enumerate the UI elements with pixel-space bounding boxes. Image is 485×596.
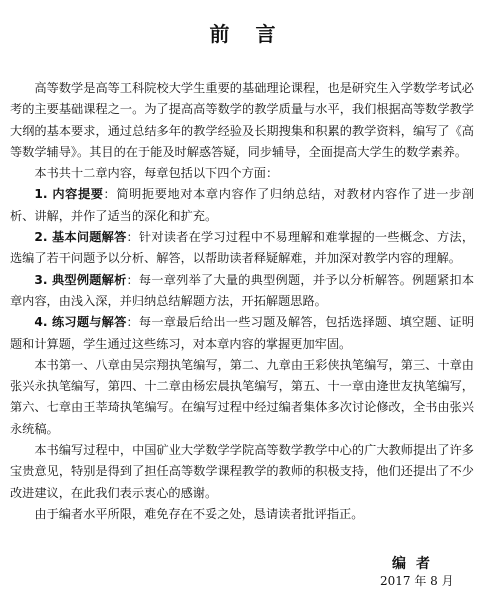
paragraph-text: 本书共十二章内容，每章包括以下四个方面： xyxy=(34,166,279,181)
paragraph-text: 高等数学是高等工科院校大学生重要的基础理论课程，也是研究生入学数学考试必考的主要基础课程之一。为了提高高等数学的教学质量与水平，我们根据高等数学教学大纲的基本要求，通过总结多年的教学经验及长期搜集和积累的教学资料，编写了《高等数学辅导》。其目的在于能及时解惑答疑，同步辅导，全面提高大学生的数学素养。 xyxy=(10,81,474,159)
paragraph-text: ：每一章列举了大量的典型例题，并予以分析解答。例题紧扣本章内容，由浅入深，并归纳总结解题方法，开拓解题思路。 xyxy=(10,272,475,308)
paragraph-text: 本书第一、八章由吴宗翔执笔编写，第二、九章由王彩侠执笔编写，第三、十章由张兴永执笔编写，第四、十二章由杨宏晨执笔编写，第五、十一章由逄世友执笔编写，第六、七章由王莘琦执笔编写。在编写过程中经过编者集体多次讨论修改，全书由张兴永统稿。 xyxy=(10,357,474,436)
signature-author: 编者 xyxy=(392,556,440,572)
item-heading: 1. 内容提要 xyxy=(34,187,104,202)
page-title: 前言 xyxy=(209,22,302,46)
paragraph-item-3 xyxy=(10,270,474,313)
preface-body xyxy=(10,78,474,525)
paragraph-item-2 xyxy=(10,227,474,270)
paragraph-intro xyxy=(10,78,474,163)
paragraph-item-4 xyxy=(10,312,474,355)
paragraph-thanks xyxy=(10,440,474,504)
paragraph-text: ：简明扼要地对本章内容作了归纳总结，对教材内容作了进一步剖析、讲解，并作了适当的深化和扩充。 xyxy=(10,187,475,223)
paragraph-text: 本书编写过程中，中国矿业大学数学学院高等数学教学中心的广大教师提出了许多宝贵意见，特别是得到了担任高等数学课程教学的教师的积极支持，他们还提出了不少改进建议，在此我们表示衷心的感谢。 xyxy=(10,443,474,500)
item-heading: 3. 典型例题解析 xyxy=(34,272,127,287)
item-heading: 4. 练习题与解答 xyxy=(34,315,127,330)
paragraph-authors xyxy=(10,355,474,440)
paragraph-closing xyxy=(10,504,474,525)
item-heading: 2. 基本问题解答 xyxy=(34,230,127,245)
paragraph-overview xyxy=(10,163,474,184)
paragraph-text: ：每一章最后给出一些习题及解答，包括选择题、填空题、证明题和计算题，学生通过这些练习，对本章内容的掌握更加牢固。 xyxy=(10,315,475,351)
paragraph-text: ：针对读者在学习过程中不易理解和难掌握的一些概念、方法，选编了若干问题予以分析、解答，以帮助读者释疑解难，并加深对教学内容的理解。 xyxy=(10,230,475,266)
paragraph-item-1 xyxy=(10,184,474,227)
signature-date: 2017 年 8 月 xyxy=(380,574,454,588)
paragraph-text: 由于编者水平所限，难免存在不妥之处，恳请读者批评指正。 xyxy=(34,506,364,521)
